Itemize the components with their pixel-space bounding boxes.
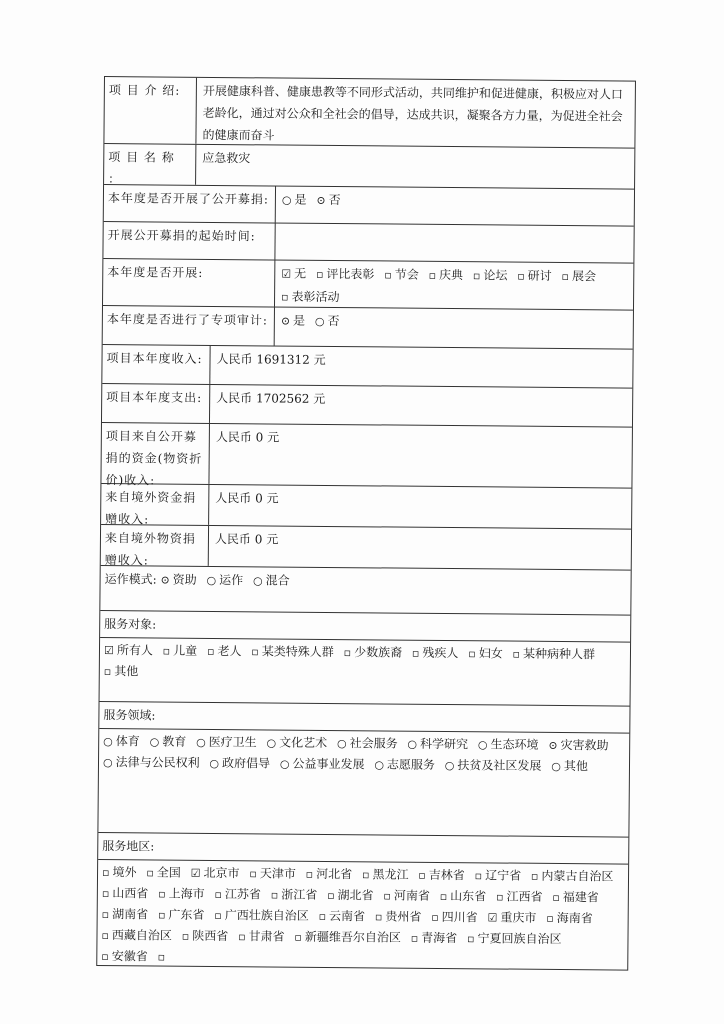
operation-mode (100, 566, 630, 615)
row-activities (103, 259, 633, 311)
option[interactable] (281, 263, 306, 286)
option[interactable] (104, 661, 139, 682)
checkbox-checked-icon: ☑ (190, 866, 201, 880)
option-label: 内蒙古自治区 (541, 868, 614, 884)
option[interactable] (496, 886, 543, 907)
checkbox-icon: ▫ (327, 888, 335, 903)
radio-icon: ○ (279, 757, 290, 771)
overseas-goods-label: 来自境外物资捐赠收入: (101, 525, 209, 566)
checkbox-icon: ▫ (214, 908, 222, 923)
checkbox-icon: ▫ (251, 645, 259, 659)
section-service-fields (98, 702, 629, 838)
option[interactable] (103, 731, 140, 752)
option-label: 海南省 (556, 910, 593, 926)
option-label: 甘肃省 (248, 929, 285, 944)
option-label: 某类特殊人群 (261, 644, 334, 660)
radio-icon: ○ (551, 759, 561, 774)
option-label: 山东省 (450, 889, 487, 904)
option-label: 吉林省 (428, 867, 465, 883)
option-label: 否 (327, 313, 340, 329)
option-label: 科学研究 (419, 736, 469, 752)
option-label: 黑龙江 (372, 867, 409, 882)
service-regions-label: 服务地区: (98, 833, 628, 865)
fundraising-start-value (275, 224, 633, 263)
operation-mode-label: 运作模式: (104, 572, 157, 587)
annual-income-value: 人民币 1691312 元 (216, 351, 326, 367)
option-label: 体育 (115, 734, 140, 749)
checkbox-icon: ▫ (238, 930, 246, 944)
option-label: 陕西省 (192, 928, 229, 944)
checkbox-icon: ▫ (281, 290, 289, 304)
option-label: 其他 (563, 759, 588, 774)
option[interactable] (214, 884, 261, 905)
option-label: 青海省 (421, 930, 458, 946)
option[interactable] (158, 905, 205, 926)
option[interactable] (146, 862, 181, 883)
fundraising-start-label: 开展公开募捐的起始时间: (103, 222, 275, 259)
checkbox-icon: ▫ (101, 908, 110, 922)
option[interactable] (102, 904, 149, 925)
option-label: 研讨 (527, 268, 552, 283)
checkbox-icon: ▫ (101, 950, 109, 964)
option-label: 河南省 (393, 888, 430, 903)
audit-label: 本年度是否进行了专项审计: (103, 306, 275, 345)
option-label: 扶贫及社区发展 (457, 758, 542, 773)
checkbox-icon: ▫ (294, 930, 302, 944)
option[interactable] (207, 641, 242, 662)
option[interactable] (316, 189, 340, 212)
option-label: 医疗卫生 (208, 734, 257, 750)
option-label: 教育 (162, 734, 187, 749)
option[interactable] (319, 906, 366, 927)
option[interactable] (418, 865, 465, 886)
checkbox-icon: ▫ (431, 910, 439, 924)
option-label: 妇女 (478, 646, 503, 661)
radio-icon: ○ (281, 193, 292, 207)
checkbox-icon: ▫ (162, 644, 171, 658)
option[interactable] (411, 928, 458, 949)
radio-selected-icon: ⊙ (160, 573, 170, 587)
checkbox-icon: ▫ (411, 646, 420, 660)
option-label: 山西省 (112, 886, 149, 901)
project-form (96, 76, 636, 971)
checkbox-icon: ▫ (418, 868, 426, 882)
option[interactable] (163, 641, 198, 662)
option[interactable] (102, 883, 149, 904)
radio-icon: ○ (266, 736, 277, 750)
checkbox-icon: ▫ (474, 869, 483, 883)
option[interactable] (517, 265, 552, 288)
option[interactable] (280, 754, 365, 776)
option[interactable] (431, 907, 478, 928)
row-public-fund-income (101, 423, 632, 489)
checkbox-checked-icon: ☑ (281, 267, 292, 281)
row-audit (103, 306, 633, 350)
option-label: 所有人 (116, 643, 153, 658)
option-label: 福建省 (562, 890, 599, 905)
checkbox-icon: ▫ (428, 268, 437, 282)
option[interactable] (104, 640, 153, 661)
option-label: 云南省 (329, 908, 366, 924)
option-label: 评比表彰 (326, 266, 375, 282)
option-label: 灾害救助 (560, 738, 609, 753)
option-label: 某种病种人群 (522, 646, 596, 662)
option-label: 论坛 (483, 268, 508, 283)
checkbox-icon: ▫ (101, 929, 110, 943)
option-label: 广西壮族自治区 (224, 908, 309, 923)
option-label: 全国 (156, 865, 181, 880)
option[interactable] (209, 753, 270, 775)
option[interactable] (253, 569, 290, 592)
project-intro-value: 开展健康科普、健康患教等不同形式活动，共同维护和促进健康，积极应对人口老龄化，通过对公众和全社会的倡导，达成共识，凝聚各方力量，为促进全社会的健康而奋斗 (202, 83, 623, 143)
option-label: 四川省 (441, 909, 478, 925)
checkbox-icon: ▫ (214, 887, 223, 902)
radio-icon: ○ (209, 756, 220, 771)
row-project-name (104, 144, 634, 190)
option[interactable] (383, 885, 430, 906)
project-name-label: 项 目 名 称 ： (104, 144, 196, 185)
option[interactable] (294, 927, 401, 949)
option[interactable] (384, 263, 419, 286)
option[interactable] (214, 905, 309, 927)
option-label: 湖南省 (112, 907, 149, 922)
checkbox-icon: ▫ (384, 268, 392, 282)
option[interactable] (375, 906, 422, 927)
checkbox-icon: ▫ (315, 267, 324, 281)
option-label: 文化艺术 (279, 735, 328, 750)
service-fields-label: 服务领域: (99, 702, 629, 734)
checkbox-icon: ▫ (305, 867, 314, 881)
radio-icon: ○ (477, 738, 488, 752)
option-label: 江苏省 (224, 887, 262, 902)
row-overseas-funds (101, 484, 631, 530)
checkbox-icon: ▫ (530, 869, 539, 883)
option[interactable] (552, 887, 599, 908)
checkbox-icon: ▫ (472, 269, 481, 283)
option[interactable] (561, 265, 596, 288)
radio-icon: ○ (407, 737, 418, 751)
option-label: 河北省 (316, 866, 353, 882)
radio-icon: ○ (444, 759, 455, 773)
option[interactable] (429, 264, 464, 287)
option-label: 重庆市 (500, 910, 537, 925)
checkbox-icon: ▫ (468, 647, 476, 661)
checkbox-icon: ▫ (439, 889, 448, 904)
radio-icon: ○ (102, 756, 113, 770)
option[interactable] (473, 264, 508, 287)
section-service-regions (97, 833, 628, 970)
option[interactable] (407, 734, 468, 756)
checkbox-icon: ▫ (495, 890, 504, 904)
option-label: 北京市 (203, 865, 240, 881)
checkbox-icon: ▫ (249, 867, 257, 881)
option-label: 展会 (571, 269, 597, 284)
checkbox-icon: ▫ (374, 910, 383, 924)
option[interactable] (337, 733, 398, 755)
option[interactable] (206, 569, 243, 592)
radio-icon: ○ (374, 758, 385, 772)
row-project-intro (104, 77, 635, 149)
checkbox-icon: ▫ (157, 950, 166, 964)
option[interactable] (281, 286, 340, 310)
service-targets-options (100, 638, 630, 689)
service-fields-options (99, 729, 629, 780)
option-label: 新疆维吾尔自治区 (304, 929, 401, 945)
option[interactable] (101, 925, 172, 947)
checkbox-icon: ▫ (466, 932, 475, 946)
checkbox-icon: ▫ (146, 866, 154, 880)
option[interactable] (512, 644, 595, 666)
option[interactable] (546, 908, 593, 929)
checkbox-icon: ▫ (361, 868, 370, 882)
option[interactable] (282, 189, 307, 212)
option[interactable] (160, 569, 196, 592)
row-annual-expense (102, 384, 632, 428)
public-fund-income-label: 项目来自公开募捐的资金(物资折价)收入: (101, 423, 210, 484)
checkbox-icon: ▫ (517, 269, 525, 283)
option-label: 江西省 (506, 889, 543, 904)
option[interactable] (440, 886, 487, 907)
checkbox-icon: ▫ (383, 889, 391, 903)
radio-icon: ○ (336, 737, 347, 751)
section-service-targets (100, 611, 631, 707)
option-label: 是 (294, 192, 307, 207)
option[interactable] (316, 263, 375, 287)
option-label: 否 (328, 192, 341, 208)
row-public-fundraising (104, 185, 634, 227)
overseas-goods-value: 人民币 0 元 (214, 531, 279, 547)
option-label: 志愿服务 (386, 757, 436, 772)
row-overseas-goods (101, 525, 631, 571)
option[interactable] (315, 310, 340, 333)
option[interactable] (362, 864, 409, 885)
option-label: 资助 (172, 572, 197, 587)
option-label: 节会 (394, 267, 419, 282)
service-targets-label: 服务对象: (100, 611, 630, 643)
option[interactable] (196, 732, 257, 754)
public-fundraising-options (276, 187, 634, 226)
row-annual-income (102, 345, 632, 389)
radio-icon: ○ (196, 735, 206, 749)
option-label: 其他 (114, 664, 139, 679)
option-label: 上海市 (168, 886, 205, 901)
option-label: 浙江省 (281, 887, 318, 902)
project-intro-label: 项 目 介 绍: (104, 77, 197, 144)
option[interactable] (445, 755, 542, 777)
checkbox-icon: ▫ (318, 909, 327, 923)
option[interactable] (103, 752, 200, 774)
option[interactable] (487, 907, 536, 928)
checkbox-icon: ▫ (552, 890, 560, 905)
option-label: 无 (294, 266, 307, 281)
audit-options (275, 308, 633, 349)
checkbox-icon: ▫ (101, 887, 110, 901)
radio-icon: ○ (206, 573, 217, 587)
option[interactable] (344, 642, 403, 664)
checkbox-icon: ▫ (561, 270, 570, 284)
option-label: 社会服务 (349, 736, 398, 751)
option-label: 庆典 (439, 267, 464, 283)
option-label: 安徽省 (111, 949, 148, 964)
option-label: 法律与公民权利 (115, 755, 200, 770)
option[interactable] (478, 734, 539, 756)
option[interactable] (102, 862, 137, 883)
option[interactable] (551, 756, 588, 777)
option-label: 是 (293, 313, 306, 328)
option[interactable] (467, 928, 562, 950)
checkbox-icon: ▫ (206, 644, 215, 658)
annual-income-label: 项目本年度收入: (102, 345, 210, 384)
overseas-funds-value: 人民币 0 元 (215, 490, 279, 506)
option-label: 西藏自治区 (111, 928, 173, 943)
public-fundraising-label: 本年度是否开展了公开募捐: (104, 185, 276, 222)
radio-icon: ○ (252, 574, 263, 588)
radio-selected-icon: ⊙ (316, 193, 326, 207)
service-regions-options (97, 860, 628, 974)
overseas-funds-label: 来自境外资金捐赠收入: (101, 484, 209, 525)
radio-icon: ○ (103, 735, 113, 749)
option[interactable] (412, 643, 459, 664)
option[interactable] (327, 885, 374, 906)
option[interactable] (281, 310, 305, 333)
option[interactable] (266, 732, 327, 754)
option[interactable] (251, 641, 334, 663)
radio-selected-icon: ⊙ (280, 314, 291, 328)
checkbox-icon: ▫ (512, 647, 521, 661)
option[interactable] (468, 643, 503, 664)
option[interactable] (548, 735, 608, 757)
option[interactable] (150, 731, 187, 752)
option[interactable] (238, 926, 285, 947)
checkbox-icon: ▫ (181, 929, 190, 943)
option-label: 儿童 (173, 643, 198, 658)
option[interactable] (475, 865, 522, 886)
option[interactable] (531, 866, 614, 888)
annual-expense-value: 人民币 1702562 元 (216, 390, 326, 406)
checkbox-icon: ▫ (410, 931, 419, 945)
option-label: 天津市 (259, 866, 296, 881)
option[interactable] (101, 946, 148, 967)
checkbox-checked-icon: ☑ (103, 644, 114, 658)
option[interactable] (191, 863, 240, 884)
option-label: 辽宁省 (485, 868, 522, 883)
option-label: 生态环境 (490, 737, 539, 752)
option[interactable] (158, 884, 205, 905)
checkbox-icon: ▫ (103, 665, 112, 679)
option-label: 残疾人 (422, 645, 459, 661)
option-label: 贵州省 (385, 909, 422, 924)
option-label: 表彰活动 (291, 289, 340, 305)
activities-label: 本年度是否开展: (103, 259, 275, 306)
option-label: 混合 (265, 573, 290, 588)
option-label: 湖北省 (337, 888, 374, 903)
option[interactable] (158, 947, 169, 968)
option-label: 少数族裔 (354, 645, 403, 660)
option-label: 政府倡导 (222, 756, 271, 771)
option[interactable] (249, 863, 296, 884)
checkbox-icon: ▫ (157, 908, 166, 922)
option[interactable] (271, 884, 318, 905)
radio-selected-icon: ⊙ (548, 738, 558, 752)
option[interactable] (182, 926, 229, 947)
option[interactable] (306, 864, 353, 885)
checkbox-icon: ▫ (158, 887, 166, 901)
radio-icon: ○ (149, 735, 160, 749)
option-label: 广东省 (168, 907, 205, 922)
option-label: 宁夏回族自治区 (477, 931, 562, 947)
checkbox-checked-icon: ☑ (487, 911, 498, 925)
checkbox-icon: ▫ (270, 888, 279, 902)
checkbox-icon: ▫ (101, 866, 110, 880)
activities-options (275, 261, 633, 310)
checkbox-icon: ▫ (546, 911, 554, 925)
option[interactable] (374, 754, 435, 776)
radio-icon: ○ (314, 314, 325, 328)
checkbox-icon: ▫ (343, 646, 352, 660)
option-label: 公益事业发展 (292, 756, 365, 772)
row-operation-mode (100, 566, 630, 616)
project-name-value: 应急救灾 (202, 150, 251, 166)
annual-expense-label: 项目本年度支出: (102, 384, 210, 423)
public-fund-income-value: 人民币 0 元 (215, 429, 280, 445)
option-label: 境外 (112, 865, 137, 880)
option-label: 老人 (217, 644, 242, 659)
row-fundraising-start (103, 222, 633, 264)
option-label: 运作 (219, 573, 244, 588)
